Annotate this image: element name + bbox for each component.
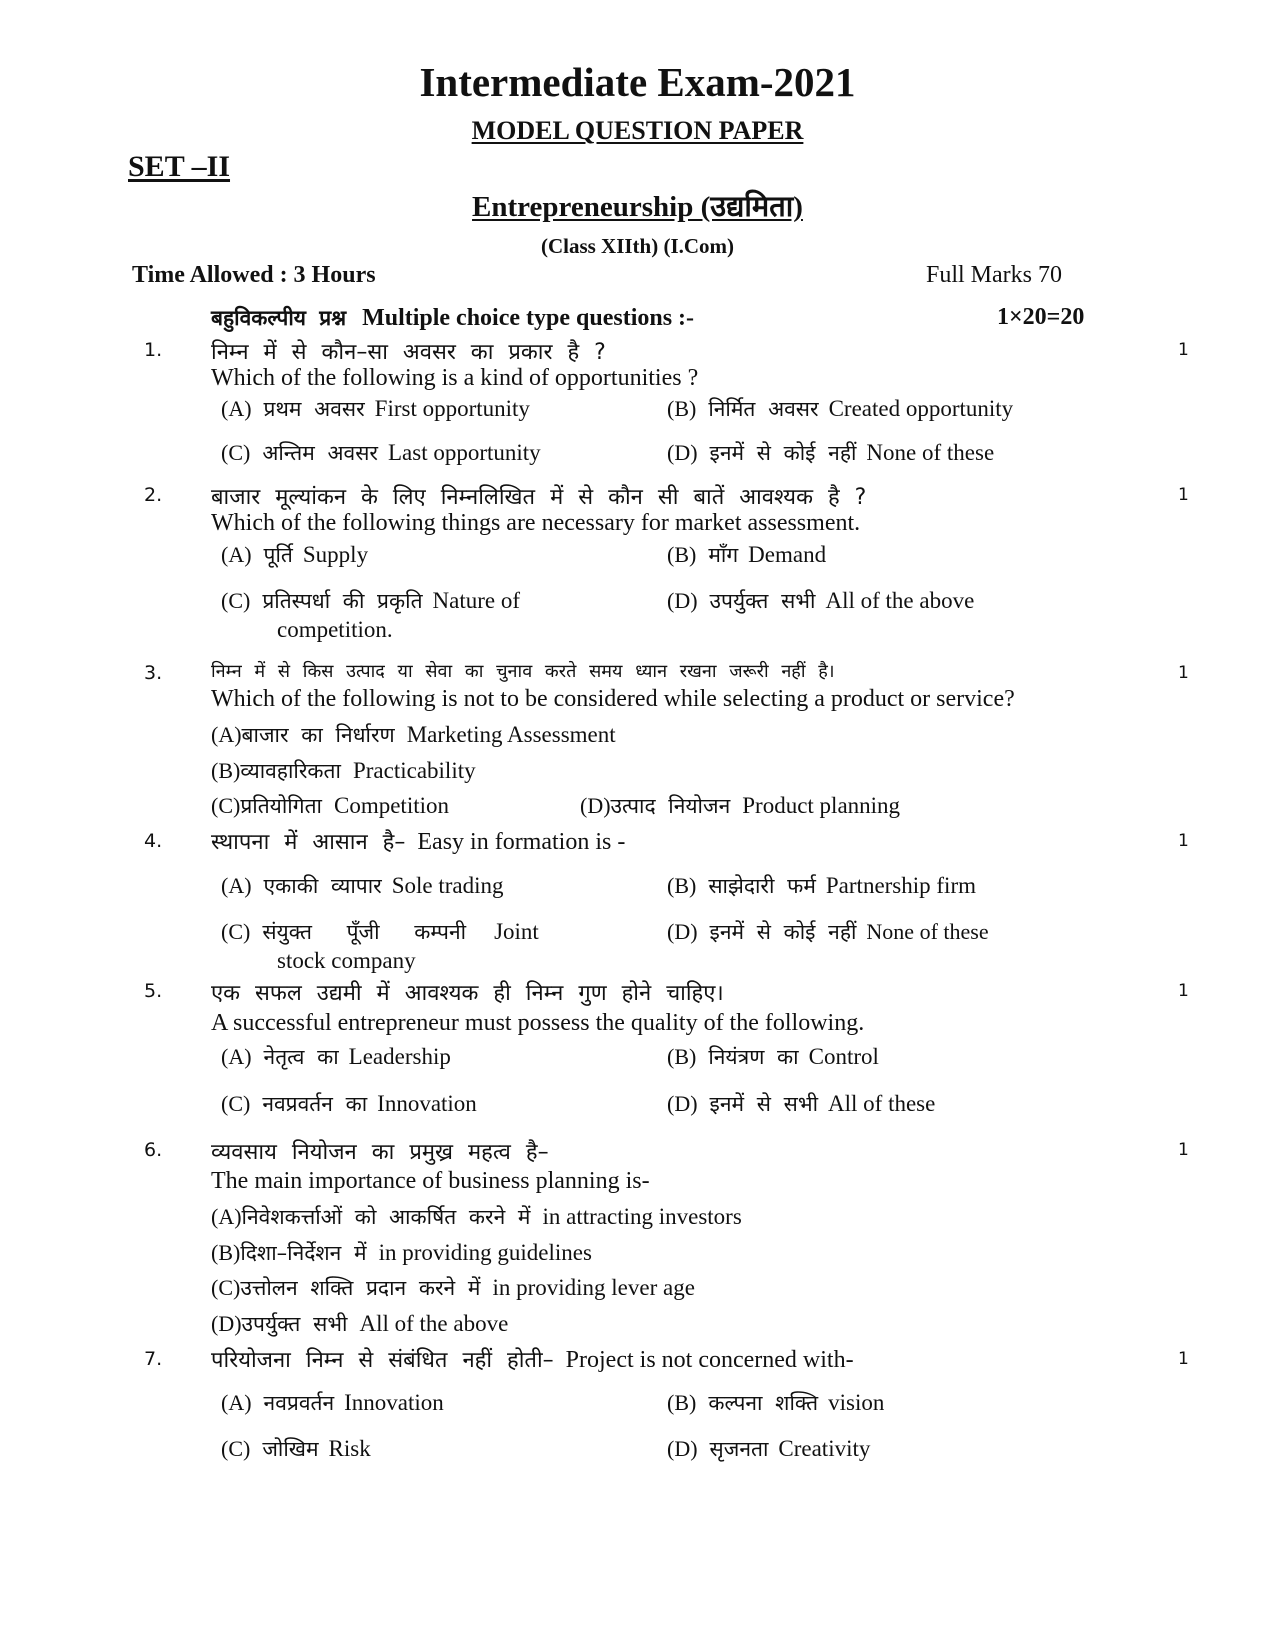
option-label: (D) [667,1091,698,1116]
option-label: (B) [667,396,697,421]
option-label: (C) [221,440,251,465]
question-text-hi: निम्न में से किस उत्पाद या सेवा का चुनाव करते समय ध्यान रखना जरूरी नहीं है। [211,661,835,682]
option-a [211,1203,742,1231]
option-text-hi: उपर्युक्त सभी [241,1312,348,1336]
option-text-hi: उत्तोलन शक्ति प्रदान करने में [240,1276,481,1300]
option-b [667,395,1013,423]
question-text-en: Which of the following things are necessary for market assessment. [211,510,861,536]
option-label: (A) [211,1204,242,1229]
option-b [667,872,976,900]
option-d [667,1090,935,1118]
question-mark: 1 [1178,340,1189,360]
option-label: (D) [580,793,611,818]
option-d [667,439,994,467]
option-label: (A) [221,873,252,898]
option-label: (D) [667,1436,698,1461]
option-text-en: All of the above [825,588,975,613]
option-label: (B) [211,758,241,783]
option-text-en: Supply [302,542,369,567]
question-number: 5. [144,980,163,1002]
section-marks: 1×20=20 [997,304,1085,330]
option-text-en: All of these [828,1091,936,1116]
option-text-en: Innovation [377,1091,477,1116]
question-text-en: A successful entrepreneur must possess the quality of the following. [211,1010,865,1036]
option-b [667,541,826,569]
option-label: (C) [211,793,241,818]
option-a [211,721,616,749]
question-mark: 1 [1178,1349,1189,1369]
option-b [211,1239,592,1267]
option-label: (C) [221,1436,251,1461]
option-label: (B) [667,542,697,567]
option-text-hi: दिशा–निर्देशन में [240,1241,367,1265]
option-text-en: in attracting investors [542,1204,742,1229]
option-b [667,1389,884,1417]
option-label: (A) [221,1390,252,1415]
option-text-en: Control [808,1044,879,1069]
option-c [221,439,541,467]
option-text-hi: पूर्ति [263,543,293,567]
option-text-en: Product planning [742,793,901,818]
question-number: 1. [144,339,163,361]
paper-subtitle-text: MODEL QUESTION PAPER [471,116,804,145]
option-text-en: in providing lever age [492,1275,695,1300]
section-heading-en: Multiple choice type questions :- [362,305,695,331]
option-c [221,1435,371,1463]
option-b [211,757,476,785]
option-label: (D) [667,588,698,613]
option-c [221,587,520,615]
option-label: (A) [221,1044,252,1069]
option-text-en: Sole trading [391,873,504,898]
option-label: (C) [221,588,251,613]
subject-title-text: Entrepreneurship (उद्यमिता) [472,191,803,223]
option-text-en: Practicability [352,758,476,783]
option-text-en: Creativity [778,1436,871,1461]
option-text-hi: व्यावहारिकता [240,759,341,783]
question-text-hi: बाजार मूल्यांकन के लिए निम्नलिखित में से कौन सी बातें आवश्यक है ? [211,485,867,510]
question-text-hi: स्थापना में आसान है– [211,830,406,855]
option-text-hi: जोखिम [262,1437,319,1461]
question-text-en: Easy in formation is - [417,829,626,855]
question-number: 6. [144,1139,163,1161]
question-text-en: Which of the following is a kind of opportunities ? [211,365,699,391]
option-text-hi: माँग [708,543,739,567]
option-text-hi: साझेदारी फर्म [708,874,816,898]
exam-title: Intermediate Exam-2021 [419,59,856,105]
question-mark: 1 [1178,981,1189,1001]
option-text-hi: नेतृत्व का [263,1045,339,1069]
class-line: (Class XIIth) (I.Com) [540,234,735,258]
question-number: 4. [144,830,163,852]
subject-title [0,186,1275,225]
option-c-continuation: competition. [277,617,393,642]
option-label: (D) [667,440,698,465]
option-text-hi: प्रथम अवसर [263,397,365,421]
option-label: (A) [211,722,242,747]
question-text-hi: निम्न में से कौन–सा अवसर का प्रकार है ? [211,340,606,365]
option-label: (B) [667,1044,697,1069]
option-text-en: Created opportunity [828,396,1014,421]
option-d [580,792,900,820]
option-a [221,1043,451,1071]
option-label: (D) [667,919,698,944]
option-c-continuation: stock company [277,948,416,973]
option-d [667,1435,870,1463]
option-c [221,918,539,946]
option-label: (D) [211,1311,242,1336]
option-label: (B) [667,1390,697,1415]
option-text-en: Leadership [348,1044,451,1069]
full-marks: Full Marks 70 [926,262,1063,288]
option-label: (C) [221,919,251,944]
question-line [211,826,625,856]
option-d [211,1310,508,1338]
option-a [221,541,368,569]
option-text-hi: उपर्युक्त सभी [709,589,816,613]
question-text-en: Project is not concerned with- [565,1347,854,1373]
option-text-hi: उत्पाद नियोजन [610,794,731,818]
option-text-hi: इनमें से सभी [709,1092,819,1116]
option-text-en: First opportunity [374,396,530,421]
option-label: (C) [211,1275,241,1300]
option-text-en: Demand [748,542,827,567]
option-label: (A) [221,542,252,567]
option-label: (C) [221,1091,251,1116]
option-text-en: Innovation [344,1390,444,1415]
option-text-hi: निर्मित अवसर [708,397,819,421]
option-text-en: None of these [866,919,989,944]
option-label: (A) [221,396,252,421]
option-text-hi: कल्पना शक्ति [708,1391,819,1415]
question-text-hi: व्यवसाय नियोजन का प्रमुख्र महत्व है– [211,1140,549,1165]
option-text-en: Risk [328,1436,371,1461]
option-d [667,587,974,615]
option-a [221,1389,444,1417]
option-text-en: All of the above [359,1311,509,1336]
option-text-hi: अन्तिम अवसर [262,441,378,465]
option-text-hi: प्रतियोगिता [240,794,322,818]
question-number: 7. [144,1348,163,1370]
option-text-hi: संयुक्त पूँजी कम्पनी [262,920,467,944]
option-b [667,1043,879,1071]
question-mark: 1 [1178,485,1189,505]
question-mark: 1 [1178,1140,1189,1160]
option-label: (B) [211,1240,241,1265]
option-a [221,395,530,423]
option-text-hi: एकाकी व्यापार [263,874,382,898]
option-c [221,1090,477,1118]
option-text-hi: इनमें से कोई नहीं [709,920,857,944]
question-mark: 1 [1178,831,1189,851]
option-a [221,872,504,900]
option-text-hi: नवप्रवर्तन का [262,1092,368,1116]
option-text-en: None of these [866,440,995,465]
option-text-hi: प्रतिस्पर्धा की प्रकृति [262,589,423,613]
option-text-en: in providing guidelines [378,1240,592,1265]
question-number: 3. [144,662,163,684]
question-text-en: The main importance of business planning is- [211,1168,650,1194]
option-label: (B) [667,873,697,898]
option-text-hi: नियंत्रण का [708,1045,799,1069]
option-c [211,792,449,820]
option-text-en: Marketing Assessment [406,722,616,747]
option-text-en: Partnership firm [825,873,976,898]
paper-subtitle [0,116,1275,146]
option-text-en: Joint [494,919,539,944]
option-text-en: Last opportunity [388,440,541,465]
question-line [211,1344,854,1374]
time-allowed: Time Allowed : 3 Hours [132,262,376,288]
question-number: 2. [144,484,163,506]
option-text-hi: इनमें से कोई नहीं [709,441,857,465]
option-text-en: Competition [333,793,449,818]
option-text-hi: बाजार का निर्धारण [241,723,395,747]
question-mark: 1 [1178,663,1189,683]
set-label-text: SET –II [128,150,231,183]
option-text-hi: निवेशकर्त्ताओं को आकर्षित करने में [241,1205,531,1229]
question-text-en: Which of the following is not to be considered while selecting a product or service? [211,686,1015,712]
option-c [211,1274,695,1302]
section-heading-hi: बहुविकल्पीय प्रश्न [211,306,347,330]
set-label [128,150,230,184]
question-text-hi: एक सफल उद्यमी में आवश्यक ही निम्न गुण होने चाहिए। [211,981,724,1006]
option-d [667,918,989,946]
option-text-en: vision [828,1390,885,1415]
question-text-hi: परियोजना निम्न से संबंधित नहीं होती– [211,1348,554,1373]
section-heading [211,304,694,332]
option-text-hi: नवप्रवर्तन [263,1391,335,1415]
option-text-en: Nature of [432,588,521,613]
option-text-hi: सृजनता [709,1437,769,1461]
